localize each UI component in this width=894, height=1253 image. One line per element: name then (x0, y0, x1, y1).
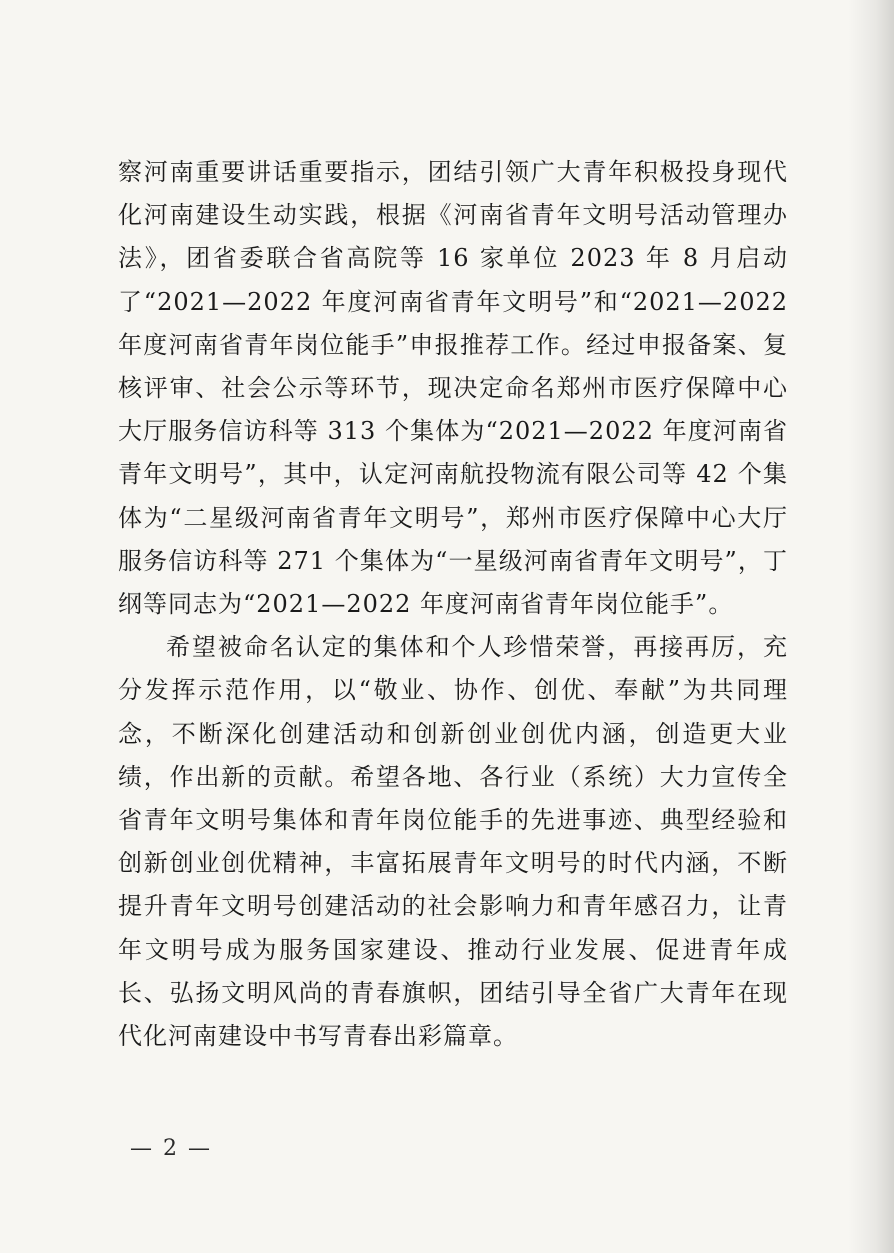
paragraph-hope: 希望被命名认定的集体和个人珍惜荣誉，再接再厉，充分发挥示范作用，以“敬业、协作、创优、奉献”为共同理念，不断深化创建活动和创新创业创优内涵，创造更大业绩，作出新的贡献。希望各地、各行业（系统）大力宣传全省青年文明号集体和青年岗位能手的先进事迹、典型经验和创新创业创优精神，丰富拓展青年文明号的时代内涵，不断提升青年文明号创建活动的社会影响力和青年感召力，让青年文明号成为服务国家建设、推动行业发展、促进青年成长、弘扬文明风尚的青春旗帜，团结引导全省广大青年在现代化河南建设中书写青春出彩篇章。 (118, 633, 788, 1051)
scan-edge-shadow (848, 0, 894, 1253)
page-number: — 2 — (130, 1136, 212, 1161)
document-body (118, 151, 788, 1058)
paragraph-continuation: 察河南重要讲话重要指示，团结引领广大青年积极投身现代化河南建设生动实践，根据《河南省青年文明号活动管理办法》，团省委联合省高院等 16 家单位 2023 年 8 月启动了“2021—2022 年度河南省青年文明号”和“2021—2022 年度河南省青年岗位能手”申报推荐工作。经过申报备案、复核评审、社会公示等环节，现决定命名郑州市医疗保障中心大厅服务信访科等 313 个集体为“2021—2022 年度河南省青年文明号”，其中，认定河南航投物流有限公司等 42 个集体为“二星级河南省青年文明号”，郑州市医疗保障中心大厅服务信访科等 271 个集体为“一星级河南省青年文明号”，丁纲等同志为“2021—2022 年度河南省青年岗位能手”。 (118, 158, 788, 619)
